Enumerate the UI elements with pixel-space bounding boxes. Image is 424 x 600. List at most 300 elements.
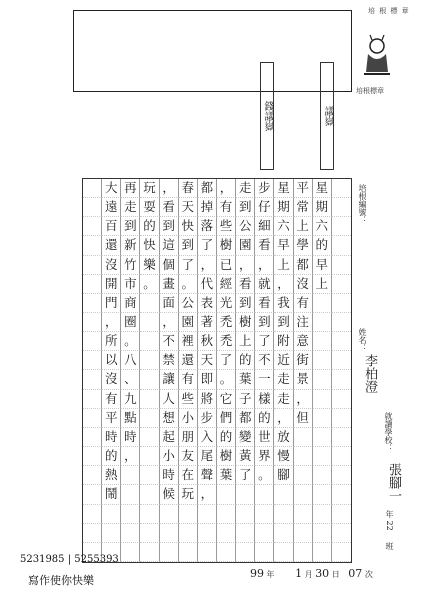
grid-cell <box>217 351 236 370</box>
essay-char: 常 <box>296 199 309 215</box>
essay-char: 平 <box>104 409 118 425</box>
essay-char: 子 <box>238 390 252 406</box>
essay-char: 面 <box>162 294 175 310</box>
grid-cell <box>274 198 293 217</box>
grid-cell <box>313 390 332 409</box>
date-year: 99 <box>250 567 264 580</box>
grid-cell <box>332 236 351 255</box>
grid-cell <box>160 256 179 275</box>
grid-cell <box>83 466 102 485</box>
grid-cell <box>83 217 102 236</box>
essay-char: 。 <box>124 333 137 349</box>
grid-cell <box>294 217 313 236</box>
grid-cell <box>217 447 236 466</box>
grid-cell <box>294 256 313 275</box>
essay-char: 玩 <box>143 180 156 195</box>
grid-cell <box>274 428 293 447</box>
essay-char: 。 <box>219 371 233 387</box>
grid-cell <box>140 370 159 389</box>
essay-char: 候 <box>162 486 175 502</box>
grid-cell <box>83 256 102 275</box>
grid-cell <box>313 275 332 294</box>
grid-cell <box>236 543 255 562</box>
grid-cell <box>160 313 179 332</box>
grid-cell <box>198 466 217 485</box>
essay-char: 著 <box>200 314 214 330</box>
grid-cell <box>160 275 179 294</box>
essay-char: 上 <box>296 218 309 234</box>
grid-cell <box>313 294 332 313</box>
essay-char: 秋 <box>200 333 214 349</box>
grid-cell <box>83 524 102 543</box>
grid-cell <box>294 179 313 198</box>
essay-char: 竹 <box>124 256 137 272</box>
grid-cell <box>140 409 159 428</box>
grid-cell <box>255 524 274 543</box>
essay-char: ， <box>277 409 290 425</box>
grid-cell <box>102 256 121 275</box>
review-stamp-2: 議嶽 <box>320 62 334 170</box>
grid-cell <box>198 198 217 217</box>
grid-cell <box>121 390 140 409</box>
grid-cell <box>140 524 159 543</box>
bacon-logo-icon <box>360 34 394 84</box>
essay-char: 門 <box>104 294 118 310</box>
grid-cell <box>179 447 198 466</box>
grid-cell <box>179 466 198 485</box>
essay-char: 再 <box>124 180 137 195</box>
grid-cell <box>121 179 140 198</box>
essay-char: 讓 <box>162 371 175 387</box>
essay-char: 耍 <box>143 199 156 215</box>
grid-cell <box>313 428 332 447</box>
essay-char: 即 <box>200 371 214 387</box>
essay-char: 們 <box>219 409 233 425</box>
essay-char: 新 <box>124 237 137 253</box>
essay-char: 鬧 <box>104 486 118 502</box>
essay-char: 。 <box>181 275 195 291</box>
essay-char: 些 <box>181 390 195 406</box>
grid-cell <box>332 524 351 543</box>
grid-cell <box>102 351 121 370</box>
essay-char: 六 <box>315 218 329 234</box>
essay-char: 走 <box>277 390 290 406</box>
essay-char: 走 <box>124 199 137 215</box>
essay-char: ， <box>162 314 175 330</box>
grid-cell <box>121 447 140 466</box>
grid-cell <box>313 524 332 543</box>
essay-char: 、 <box>124 371 137 387</box>
grid-cell <box>274 294 293 313</box>
essay-char: 樹 <box>219 448 233 464</box>
grid-cell <box>313 351 332 370</box>
grid-cell <box>198 313 217 332</box>
grid-cell <box>294 236 313 255</box>
grid-cell <box>236 313 255 332</box>
essay-char: ， <box>296 390 309 406</box>
grid-cell <box>121 505 140 524</box>
grid-cell <box>332 505 351 524</box>
grid-cell <box>332 466 351 485</box>
grid-cell <box>217 256 236 275</box>
grid-cell <box>83 390 102 409</box>
essay-char: 沒 <box>104 371 118 387</box>
grid-cell <box>217 524 236 543</box>
essay-char: 起 <box>162 428 175 444</box>
essay-char: 我 <box>277 294 290 310</box>
grid-cell <box>217 179 236 198</box>
essay-char: 小 <box>162 448 175 464</box>
essay-char: ， <box>162 180 175 195</box>
essay-char: 有 <box>219 199 233 215</box>
grid-cell <box>313 256 332 275</box>
grid-cell <box>255 447 274 466</box>
essay-char: 就 <box>258 275 271 291</box>
essay-char: 看 <box>162 199 175 215</box>
grid-cell <box>121 275 140 294</box>
essay-char: 了 <box>238 467 252 483</box>
essay-char: 了 <box>181 256 195 272</box>
grid-cell <box>236 198 255 217</box>
essay-char: 六 <box>277 218 290 234</box>
essay-char: ， <box>219 180 233 195</box>
essay-char: 變 <box>238 428 252 444</box>
date-day-suffix: 日 <box>331 570 340 579</box>
page-number: 07 <box>348 567 363 580</box>
grid-cell <box>313 236 332 255</box>
grid-cell <box>236 179 255 198</box>
grid-cell <box>179 313 198 332</box>
grid-cell <box>217 275 236 294</box>
grid-cell <box>83 294 102 313</box>
essay-grid <box>82 178 352 563</box>
grid-cell <box>255 179 274 198</box>
essay-char: 畫 <box>162 275 175 291</box>
grid-cell <box>179 370 198 389</box>
grid-cell <box>332 294 351 313</box>
essay-char: 慢 <box>277 448 290 464</box>
grid-cell <box>332 370 351 389</box>
essay-char: 沒 <box>104 256 118 272</box>
grid-cell <box>217 198 236 217</box>
essay-char: 到 <box>124 218 137 234</box>
grid-cell <box>121 198 140 217</box>
grid-cell <box>198 505 217 524</box>
essay-char: 注 <box>296 314 309 330</box>
grade-value: 年 22 <box>385 510 394 531</box>
essay-char: 腳 <box>277 467 290 483</box>
grid-cell <box>198 409 217 428</box>
essay-char: 表 <box>200 294 214 310</box>
grid-cell <box>83 409 102 428</box>
grid-cell <box>313 179 332 198</box>
grid-cell <box>121 294 140 313</box>
grid-cell <box>236 332 255 351</box>
grid-cell <box>294 332 313 351</box>
essay-char: 到 <box>258 314 271 330</box>
essay-char: 沒 <box>296 275 309 291</box>
grid-cell <box>255 543 274 562</box>
grid-cell <box>160 390 179 409</box>
essay-char: 都 <box>200 180 214 195</box>
grid-cell <box>160 236 179 255</box>
grid-cell <box>102 332 121 351</box>
grid-cell <box>217 294 236 313</box>
grid-cell <box>255 332 274 351</box>
essay-char: 落 <box>200 218 214 234</box>
grid-cell <box>179 332 198 351</box>
grid-cell <box>121 543 140 562</box>
essay-char: 早 <box>315 256 329 272</box>
grid-cell <box>294 294 313 313</box>
grid-cell <box>332 428 351 447</box>
grid-cell <box>313 370 332 389</box>
essay-char: 樂 <box>143 256 156 272</box>
grid-cell <box>179 217 198 236</box>
grid-cell <box>102 466 121 485</box>
grid-cell <box>121 524 140 543</box>
essay-char: 街 <box>296 352 309 368</box>
grid-cell <box>217 390 236 409</box>
grid-cell <box>83 351 102 370</box>
grid-cell <box>274 332 293 351</box>
grid-cell <box>255 294 274 313</box>
grid-cell <box>83 505 102 524</box>
grid-cell <box>83 447 102 466</box>
essay-char: 早 <box>277 237 290 253</box>
grid-cell <box>236 390 255 409</box>
grid-cell <box>274 236 293 255</box>
grid-cell <box>102 294 121 313</box>
logo-caption: 培根標章 <box>356 87 384 95</box>
essay-char: ， <box>200 486 214 502</box>
essay-char: 到 <box>277 314 290 330</box>
essay-char: 。 <box>258 467 271 483</box>
grid-cell <box>313 332 332 351</box>
essay-char: 上 <box>238 333 252 349</box>
grid-cell <box>217 236 236 255</box>
grid-cell <box>198 351 217 370</box>
grid-cell <box>294 505 313 524</box>
grid-cell <box>179 390 198 409</box>
grid-cell <box>140 505 159 524</box>
essay-char: 還 <box>181 352 195 368</box>
grid-cell <box>255 428 274 447</box>
essay-char: 附 <box>277 333 290 349</box>
grid-cell <box>255 466 274 485</box>
page-suffix: 次 <box>364 570 373 579</box>
essay-char: 友 <box>181 448 195 464</box>
essay-char: 禁 <box>162 352 175 368</box>
grid-cell <box>274 351 293 370</box>
grid-cell <box>179 236 198 255</box>
essay-char: 學 <box>296 237 309 253</box>
grid-cell <box>198 275 217 294</box>
grid-cell <box>255 370 274 389</box>
grid-cell <box>160 543 179 562</box>
grid-cell <box>102 217 121 236</box>
grid-cell <box>255 198 274 217</box>
grid-cell <box>236 294 255 313</box>
grid-cell <box>160 370 179 389</box>
essay-char: 有 <box>104 390 118 406</box>
grid-cell <box>140 275 159 294</box>
essay-char: 玩 <box>181 486 195 502</box>
grid-cell <box>198 332 217 351</box>
school-name: 張腳一 <box>386 463 401 502</box>
essay-char: 星 <box>277 180 290 195</box>
grid-cell <box>179 543 198 562</box>
essay-char: 在 <box>181 467 195 483</box>
grid-cell <box>160 217 179 236</box>
grid-cell <box>102 524 121 543</box>
grid-cell <box>160 179 179 198</box>
essay-char: 開 <box>104 275 118 291</box>
essay-char: 些 <box>219 218 233 234</box>
grid-cell <box>313 485 332 504</box>
essay-char: 一 <box>258 371 271 387</box>
essay-char: 它 <box>219 390 233 406</box>
essay-char: 人 <box>162 390 175 406</box>
essay-char: 八 <box>124 352 137 368</box>
grid-cell <box>255 236 274 255</box>
essay-char: 天 <box>200 352 214 368</box>
grid-cell <box>102 409 121 428</box>
grid-cell <box>255 313 274 332</box>
grid-cell <box>140 447 159 466</box>
grid-cell <box>102 428 121 447</box>
essay-char: 的 <box>315 237 329 253</box>
name-label: 姓名： <box>358 328 367 352</box>
grid-cell <box>217 217 236 236</box>
grid-cell <box>274 466 293 485</box>
grid-cell <box>255 275 274 294</box>
grid-cell <box>121 409 140 428</box>
essay-char: 步 <box>258 180 271 195</box>
grid-cell <box>198 428 217 447</box>
grid-cell <box>236 236 255 255</box>
essay-char: 點 <box>124 409 137 425</box>
grid-cell <box>313 543 332 562</box>
grid-cell <box>274 313 293 332</box>
grid-cell <box>121 466 140 485</box>
grid-cell <box>294 370 313 389</box>
essay-char: 但 <box>296 409 309 425</box>
grid-cell <box>179 485 198 504</box>
essay-char: 有 <box>181 371 195 387</box>
grid-cell <box>102 505 121 524</box>
grid-cell <box>217 505 236 524</box>
grid-cell <box>198 543 217 562</box>
grid-cell <box>198 524 217 543</box>
grid-cell <box>121 217 140 236</box>
grid-cell <box>255 256 274 275</box>
grid-cell <box>179 294 198 313</box>
grid-cell <box>160 332 179 351</box>
school-label: 就讀學校： <box>384 412 393 452</box>
grid-cell <box>274 485 293 504</box>
grid-cell <box>236 409 255 428</box>
grid-cell <box>313 217 332 236</box>
grid-cell <box>102 390 121 409</box>
essay-char: 平 <box>296 180 309 195</box>
grid-cell <box>140 428 159 447</box>
grid-cell <box>160 198 179 217</box>
grid-cell <box>274 409 293 428</box>
grid-cell <box>140 390 159 409</box>
essay-char: 期 <box>277 199 290 215</box>
grid-cell <box>294 390 313 409</box>
grid-cell <box>274 256 293 275</box>
essay-char: 。 <box>143 275 156 291</box>
grid-cell <box>217 428 236 447</box>
essay-char: 大 <box>104 180 118 195</box>
grid-cell <box>274 390 293 409</box>
grid-cell <box>294 313 313 332</box>
footer-slogan: 寫作使你快樂 <box>28 574 94 587</box>
grid-cell <box>217 332 236 351</box>
essay-char: 看 <box>258 237 271 253</box>
grid-cell <box>236 370 255 389</box>
grid-cell <box>294 466 313 485</box>
essay-char: ， <box>200 256 214 272</box>
essay-char: 走 <box>277 371 290 387</box>
essay-char: 朋 <box>181 428 195 444</box>
essay-char: 這 <box>162 237 175 253</box>
grid-cell <box>121 370 140 389</box>
grid-cell <box>102 370 121 389</box>
essay-char: ， <box>124 448 137 464</box>
grid-cell <box>313 198 332 217</box>
essay-char: 都 <box>296 256 309 272</box>
essay-char: 園 <box>181 314 195 330</box>
essay-char: 樹 <box>238 314 252 330</box>
essay-char: 遠 <box>104 199 118 215</box>
grid-cell <box>179 351 198 370</box>
essay-char: 園 <box>238 237 252 253</box>
grid-cell <box>83 236 102 255</box>
grid-cell <box>179 505 198 524</box>
grid-cell <box>236 275 255 294</box>
essay-char: 將 <box>200 390 214 406</box>
grid-cell <box>236 428 255 447</box>
essay-char: ， <box>238 256 252 272</box>
grid-cell <box>294 198 313 217</box>
grid-cell <box>140 543 159 562</box>
grid-cell <box>160 409 179 428</box>
grid-cell <box>274 543 293 562</box>
grid-cell <box>102 198 121 217</box>
grid-cell <box>198 236 217 255</box>
grid-cell <box>236 466 255 485</box>
grid-cell <box>217 313 236 332</box>
essay-char: 九 <box>124 390 137 406</box>
grid-cell <box>332 217 351 236</box>
grid-cell <box>140 236 159 255</box>
grid-cell <box>236 524 255 543</box>
essay-char: 到 <box>162 218 175 234</box>
grid-cell <box>160 505 179 524</box>
grid-cell <box>217 485 236 504</box>
grid-cell <box>332 543 351 562</box>
grid-cell <box>332 256 351 275</box>
grid-cell <box>255 217 274 236</box>
grid-cell <box>274 217 293 236</box>
grid-cell <box>160 447 179 466</box>
grid-cell <box>274 370 293 389</box>
grid-cell <box>332 390 351 409</box>
essay-char: 快 <box>181 218 195 234</box>
